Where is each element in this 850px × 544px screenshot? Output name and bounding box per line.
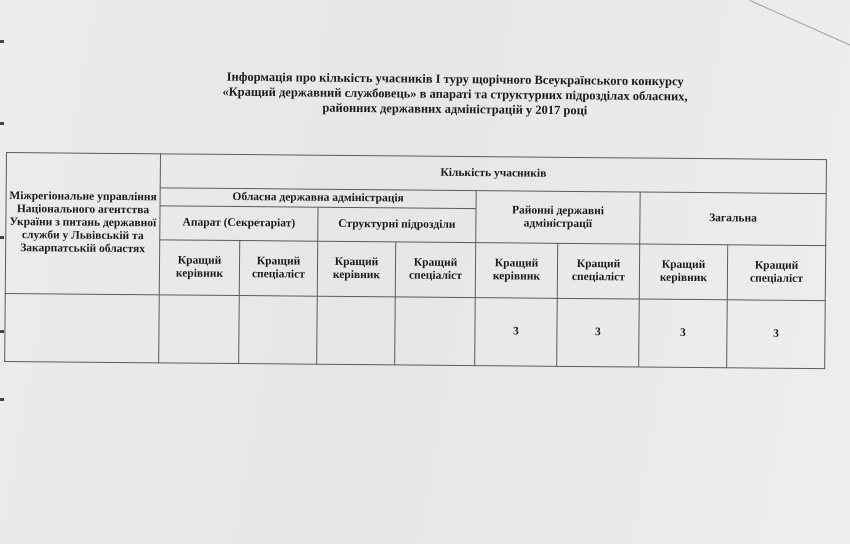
best-specialist-header: Кращий спеціаліст xyxy=(239,241,317,296)
best-manager-header: Кращий керівник xyxy=(639,244,727,299)
binding-hole-mark xyxy=(0,40,4,43)
total-header: Загальна xyxy=(640,192,827,246)
region-cell xyxy=(5,293,160,363)
binding-hole-mark xyxy=(0,398,4,401)
structural-manager-cell xyxy=(317,296,396,365)
title-line-2: «Кращий державний службовець» в апараті та структурних підрозділах обласних, xyxy=(222,84,688,104)
structural-units-header: Структурні підрозділи xyxy=(318,207,476,243)
best-manager-header: Кращий керівник xyxy=(317,242,395,297)
best-manager-header: Кращий керівник xyxy=(159,240,239,295)
document-title xyxy=(150,69,760,120)
rayon-administrations-header: Районні державні адміністрації xyxy=(476,191,640,245)
rayon-specialist-cell: 3 xyxy=(557,298,640,367)
best-specialist-header: Кращий спеціаліст xyxy=(557,244,639,299)
title-line-1: Інформація про кількість учасників І туру щорічного Всеукраїнського конкурсу xyxy=(226,69,684,89)
participants-count-header: Кількість учасників xyxy=(160,154,826,194)
table-row xyxy=(5,293,826,369)
rayon-manager-cell: 3 xyxy=(475,297,558,366)
apparat-specialist-cell xyxy=(239,295,318,364)
best-specialist-header: Кращий спеціаліст xyxy=(395,242,475,297)
oblast-administration-header: Обласна державна адміністрація xyxy=(160,188,476,209)
structural-specialist-cell xyxy=(395,297,476,366)
binding-hole-mark xyxy=(0,330,4,333)
total-manager-cell: 3 xyxy=(639,299,728,368)
region-header: Міжрегіональне управління Національного агентства України з питань державної служби у Львівській та Закарпатській областях xyxy=(5,153,160,295)
total-specialist-cell: 3 xyxy=(727,299,826,368)
participants-table xyxy=(4,152,827,369)
title-line-3: районних державних адміністрацій у 2017 році xyxy=(322,100,588,118)
apparat-manager-cell xyxy=(159,294,240,363)
best-manager-header: Кращий керівник xyxy=(475,243,557,298)
binding-hole-mark xyxy=(0,236,4,239)
page-corner-edge xyxy=(750,0,850,46)
best-specialist-header: Кращий спеціаліст xyxy=(727,245,826,300)
apparat-header: Апарат (Секретаріат) xyxy=(160,206,318,242)
binding-hole-mark xyxy=(0,122,4,125)
